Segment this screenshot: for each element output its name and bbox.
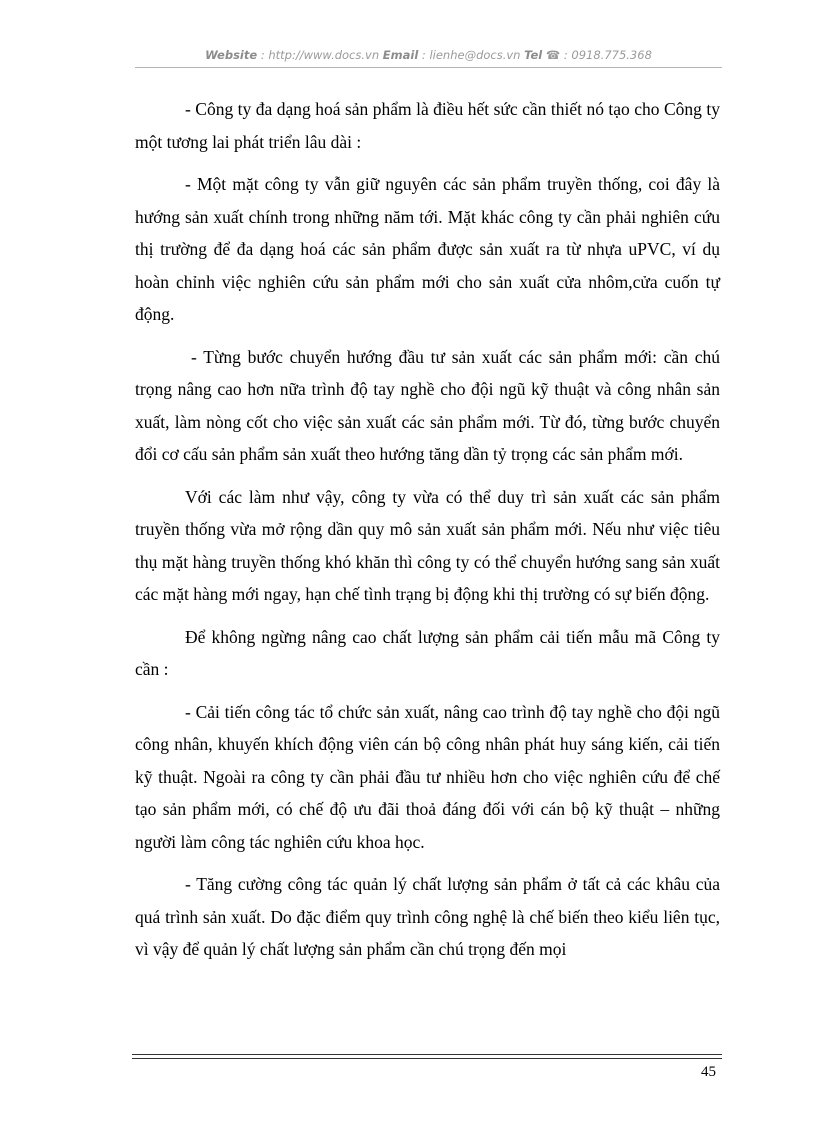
paragraph: Để không ngừng nâng cao chất lượng sản phẩm cải tiến mẫu mã Công ty cần : [135,626,720,679]
website-value: : http://www.docs.vn [257,48,383,62]
footer-divider-bottom [132,1058,722,1059]
tel-value: : 0918.775.368 [560,48,652,62]
paragraph: - Từng bước chuyển hướng đầu tư sản xuất các sản phẩm mới: cần chú trọng nâng cao hơn nữa trình độ tay nghề cho đội ngũ kỹ thuật và công nhân sản xuất, làm nòng cốt cho việc sản xuất các sản phẩm mới. Từ đó, từng bước chuyển đổi cơ cấu sản phẩm sản xuất theo hướng tăng dần tỷ trọng các sản phẩm mới. [135,346,720,464]
footer-divider-top [132,1054,722,1055]
email-label: Email [382,48,419,62]
phone-icon: ☎ [545,48,561,62]
document-body [135,93,720,976]
paragraph: - Công ty đa dạng hoá sản phẩm là điều hết sức cần thiết nó tạo cho Công ty một tương lai phát triển lâu dài : [135,99,720,152]
paragraph: - Một mặt công ty vẫn giữ nguyên các sản phẩm truyền thống, coi đây là hướng sản xuất chính trong những năm tới. Mặt khác công ty cần phải nghiên cứu thị trường để đa dạng hoá các sản phẩm được sản xuất ra từ nhựa uPVC, ví dụ hoàn chỉnh việc nghiên cứu sản phẩm mới cho sản xuất cửa nhôm,cửa cuốn tự động. [135,174,720,324]
page-number: 45 [701,1064,716,1080]
page-header [135,48,722,66]
header-divider [135,67,722,68]
email-value: : lienhe@docs.vn [418,48,525,62]
tel-label: Tel [524,48,543,62]
paragraph: Với các làm như vậy, công ty vừa có thể duy trì sản xuất các sản phẩm truyền thống vừa mở rộng dần quy mô sản xuất sản phẩm mới. Nếu như việc tiêu thụ mặt hàng truyền thống khó khăn thì công ty có thể chuyển hướng sang sản xuất các mặt hàng mới ngay, hạn chế tình trạng bị động khi thị trường có sự biến động. [135,486,720,604]
paragraph: - Tăng cường công tác quản lý chất lượng sản phẩm ở tất cả các khâu của quá trình sản xuất. Do đặc điểm quy trình công nghệ là chế biến theo kiểu liên tục, vì vậy để quản lý chất lượng sản phẩm cần chú trọng đến mọi [135,874,720,959]
website-label: Website [205,48,258,62]
paragraph: - Cải tiến công tác tổ chức sản xuất, nâng cao trình độ tay nghề cho đội ngũ công nhân, khuyến khích động viên cán bộ công nhân phát huy sáng kiến, cải tiến kỹ thuật. Ngoài ra công ty cần phải đầu tư nhiều hơn cho việc nghiên cứu để chế tạo sản phẩm mới, có chế độ ưu đãi thoả đáng đối với cán bộ kỹ thuật – những người làm công tác nghiên cứu khoa học. [135,701,720,852]
